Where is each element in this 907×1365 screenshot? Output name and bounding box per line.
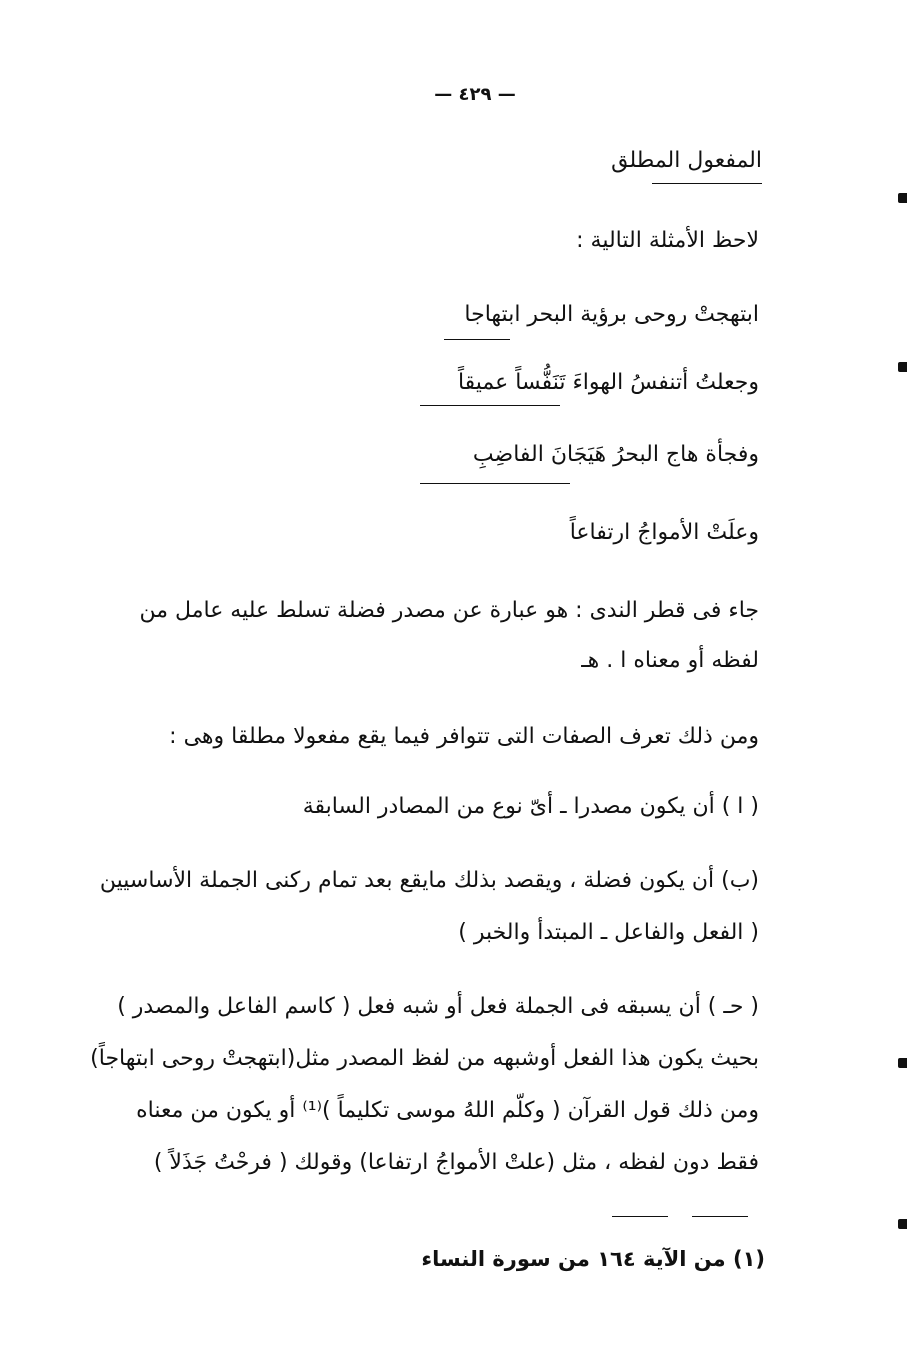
example-underline [420, 405, 560, 406]
condition-b-line: ( الفعل والفاعل ـ المبتدأ والخبر ) [458, 920, 759, 945]
footnote-separator [612, 1216, 668, 1217]
example-line: ابتهجتْ روحى برؤية البحر ابتهاجا [464, 302, 759, 327]
condition-c-line: ( حـ ) أن يسبقه فى الجملة فعل أو شبه فعل ( كاسم الفاعل والمصدر ) [117, 994, 759, 1019]
page-number: — ٤٢٩ — [434, 84, 516, 105]
footnote: (١) من الآية ١٦٤ من سورة النساء [421, 1247, 765, 1271]
definition-line: جاء فى قطر الندى : هو عبارة عن مصدر فضلة تسلط عليه عامل من [139, 598, 759, 623]
intro-text: لاحظ الأمثلة التالية : [576, 228, 759, 253]
margin-mark [898, 193, 907, 203]
heading-underline [652, 183, 762, 184]
conditions-intro: ومن ذلك تعرف الصفات التى تتوافر فيما يقع مفعولا مطلقا وهى : [169, 724, 759, 749]
example-underline [420, 483, 570, 484]
margin-mark [898, 362, 907, 372]
condition-b-line: (ب) أن يكون فضلة ، ويقصد بذلك مايقع بعد تمام ركنى الجملة الأساسيين [99, 868, 759, 893]
example-underline [444, 339, 510, 340]
condition-a: ( ا ) أن يكون مصدرا ـ أىّ نوع من المصادر السابقة [302, 794, 759, 819]
condition-c-line: بحيث يكون هذا الفعل أوشبهه من لفظ المصدر مثل(ابتهجتْ روحى ابتهاجاً) [90, 1046, 759, 1071]
margin-mark [898, 1219, 907, 1229]
example-line: وفجأة هاج البحرُ هَيَجَانَ الفاضِبِ [472, 442, 759, 467]
condition-c-line: فقط دون لفظه ، مثل (علتْ الأمواجُ ارتفاعا) وقولك ( فرحْتُ جَذَلاً ) [153, 1150, 759, 1175]
condition-c-line: ومن ذلك قول القرآن ( وكلّم اللهُ موسى تكليماً )⁽¹⁾ أو يكون من معناه [136, 1098, 759, 1123]
footnote-separator [692, 1216, 748, 1217]
margin-mark [898, 1058, 907, 1068]
section-heading: المفعول المطلق [611, 148, 762, 173]
example-line: وعلَتْ الأمواجُ ارتفاعاً [569, 520, 759, 545]
example-line: وجعلتُ أتنفسُ الهواءَ تَنَفُّساً عميقاً [457, 370, 759, 395]
definition-line: لفظه أو معناه ا . هـ [581, 648, 759, 673]
